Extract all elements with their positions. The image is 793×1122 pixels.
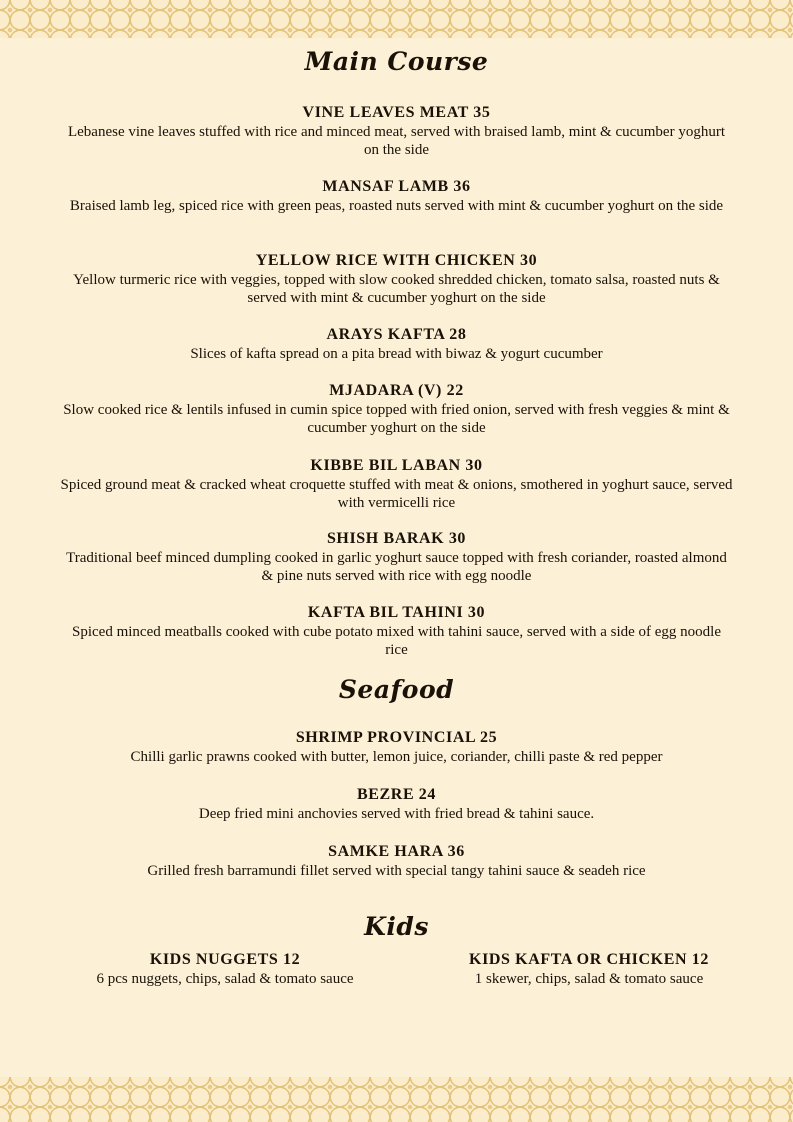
menu-item-description: Lebanese vine leaves stuffed with rice and minced meat, served with braised lamb, mint & cucumber yoghurt on the side [67, 124, 725, 158]
menu-item-name: KIDS KAFTA OR CHICKEN 12 [469, 951, 709, 968]
section-title-kids: Kids [364, 912, 429, 941]
menu-item [60, 103, 733, 159]
menu-item-name: SHRIMP PROVINCIAL 25 [295, 729, 498, 746]
decorative-border-bottom [0, 1077, 793, 1122]
menu-item-description: Grilled fresh barramundi fillet served with special tangy tahini sauce & seadeh rice [147, 863, 646, 879]
menu-item-description: Yellow turmeric rice with veggies, topped with slow cooked shredded chicken, tomato salsa, roasted nuts & served with mint & cucumber yoghurt on the side [73, 272, 720, 306]
menu-item-name: BEZRE 24 [356, 786, 437, 803]
menu-item-name: MANSAF LAMB 36 [322, 178, 471, 195]
menu-item [430, 950, 748, 988]
menu-item-description: Slow cooked rice & lentils infused in cumin spice topped with fried onion, served with fresh veggies & mint & cucumber yoghurt on the side [63, 402, 730, 436]
menu-item [60, 325, 733, 363]
decorative-border-top [0, 0, 793, 38]
menu-item [60, 950, 390, 988]
menu-item-description: Slices of kafta spread on a pita bread with biwaz & yogurt cucumber [190, 346, 603, 362]
menu-item-name: MJADARA (V) 22 [329, 382, 464, 399]
section-title-main-course: Main Course [304, 47, 489, 76]
menu-item-name: VINE LEAVES MEAT 35 [302, 104, 491, 121]
menu-item-description: Deep fried mini anchovies served with fried bread & tahini sauce. [198, 806, 595, 822]
menu-item-name: ARAYS KAFTA 28 [326, 326, 467, 343]
menu-item-description: Spiced minced meatballs cooked with cube potato mixed with tahini sauce, served with a side of egg noodle rice [72, 624, 721, 658]
menu-item-description: Braised lamb leg, spiced rice with green peas, roasted nuts served with mint & cucumber yoghurt on the side [69, 198, 724, 214]
menu-item [60, 251, 733, 307]
menu-item-name: KAFTA BIL TAHINI 30 [307, 604, 486, 621]
section-title-seafood: Seafood [338, 675, 455, 704]
menu-item-description: 1 skewer, chips, salad & tomato sauce [474, 971, 704, 987]
menu-item [60, 785, 733, 823]
menu-item [60, 177, 733, 215]
menu-item [60, 842, 733, 880]
menu-item-description: Spiced ground meat & cracked wheat croquette stuffed with meat & onions, smothered in yoghurt sauce, served with vermicelli rice [60, 477, 733, 511]
menu-item [60, 381, 733, 437]
menu-item-name: KIBBE BIL LABAN 30 [310, 457, 483, 474]
menu-item-name: SHISH BARAK 30 [326, 530, 467, 547]
menu-item-description: Traditional beef minced dumpling cooked in garlic yoghurt sauce topped with fresh coriander, roasted almond & pine nuts served with rice with egg noodle [66, 550, 727, 584]
menu-item-description: 6 pcs nuggets, chips, salad & tomato sauce [96, 971, 354, 987]
menu-item [60, 603, 733, 659]
menu-item-name: KIDS NUGGETS 12 [149, 951, 301, 968]
menu-item [60, 728, 733, 766]
menu-item [60, 456, 733, 512]
menu-item-description: Chilli garlic prawns cooked with butter, lemon juice, coriander, chilli paste & red pepper [130, 749, 663, 765]
menu-item [60, 529, 733, 585]
menu-item-name: SAMKE HARA 36 [328, 843, 465, 860]
menu-item-name: YELLOW RICE WITH CHICKEN 30 [255, 252, 538, 269]
